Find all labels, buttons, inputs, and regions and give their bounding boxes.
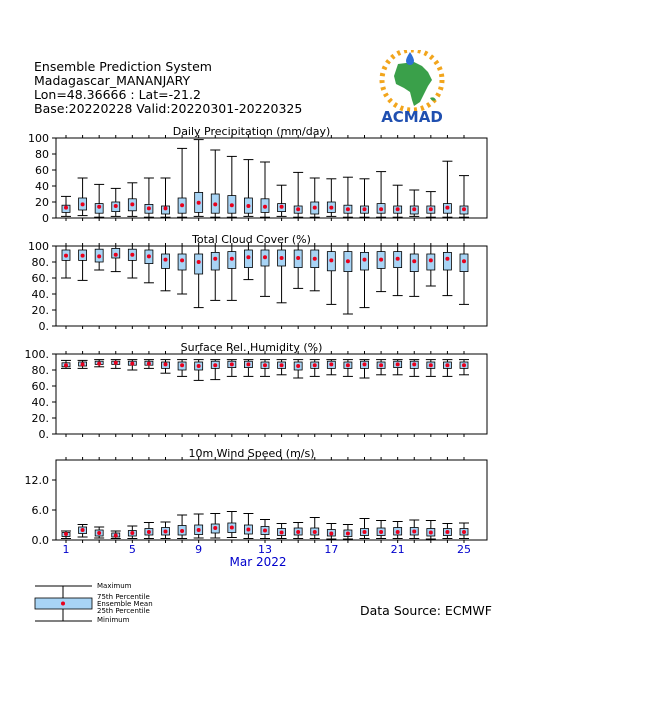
wind-speed-mean-point [213,526,217,530]
cloud-cover-mean-point [396,257,400,261]
legend-maximum-label: Maximum [97,582,132,590]
precipitation-mean-point [263,205,267,209]
precipitation-mean-point [412,207,416,211]
precipitation-plot-frame [56,138,487,218]
wind-speed-mean-point [114,534,118,538]
wind-speed-mean-point [280,531,284,535]
cloud-cover-y-tick-label: 40. [31,288,49,301]
precipitation-mean-point [445,206,449,210]
precipitation-y-tick-label: 60 [35,164,49,177]
wind-speed-mean-point [64,532,68,536]
cloud-cover-mean-point [114,253,118,257]
humidity-mean-point [164,362,168,366]
cloud-cover-mean-point [429,258,433,262]
precipitation-mean-point [130,202,134,206]
cloud-cover-mean-point [296,256,300,260]
precipitation-y-tick-label: 40 [35,180,49,193]
humidity-y-tick-label: 0. [38,428,49,441]
wind-speed-panel-title: 10m Wind Speed (m/s) [188,447,315,460]
location-label: Madagascar_MANANJARY [34,73,191,88]
cloud-cover-mean-point [147,254,151,258]
precipitation-y-tick-label: 80 [35,148,49,161]
precipitation-mean-point [97,205,101,209]
wind-speed-mean-point [313,530,317,534]
cloud-cover-mean-point [197,260,201,264]
cloud-cover-y-tick-label: 80. [31,256,49,269]
humidity-y-tick-label: 40. [31,396,49,409]
wind-speed-mean-point [97,531,101,535]
cloud-cover-iqr-box [211,252,219,270]
humidity-mean-point [280,363,284,367]
x-tick-label: 1 [62,543,70,556]
cloud-cover-mean-point [445,257,449,261]
wind-speed-y-tick-label: 0.0 [31,534,49,547]
wind-speed-mean-point [396,530,400,534]
wind-speed-mean-point [147,530,151,534]
precipitation-mean-point [429,207,433,211]
cloud-cover-mean-point [412,259,416,263]
precipitation-mean-point [81,202,85,206]
cloud-cover-y-tick-label: 20. [31,304,49,317]
x-axis-label: Mar 2022 [229,555,287,569]
humidity-mean-point [296,364,300,368]
wind-speed-mean-point [130,531,134,535]
cloud-cover-mean-point [230,257,234,261]
humidity-mean-point [329,362,333,366]
humidity-mean-point [346,363,350,367]
precipitation-mean-point [396,207,400,211]
humidity-mean-point [180,363,184,367]
precipitation-y-tick-label: 100 [28,132,49,145]
humidity-mean-point [64,363,68,367]
cloud-cover-mean-point [213,257,217,261]
humidity-mean-point [363,362,367,366]
cloud-cover-mean-point [329,258,333,262]
cloud-cover-y-tick-label: 0. [38,320,49,333]
humidity-y-tick-label: 60. [31,380,49,393]
precipitation-mean-point [230,203,234,207]
wind-speed-mean-point [363,530,367,534]
precipitation-mean-point [280,205,284,209]
precipitation-mean-point [197,201,201,205]
legend-p25-label: 25th Percentile [97,607,150,615]
dates-label: Base:20220228 Valid:20220301-20220325 [34,101,303,116]
cloud-cover-y-tick-label: 60. [31,272,49,285]
precipitation-panel-title: Daily Precipitation (mm/day) [172,125,331,138]
x-tick-label: 25 [457,543,471,556]
humidity-mean-point [263,363,267,367]
cloud-cover-mean-point [313,257,317,261]
precipitation-mean-point [329,206,333,210]
cloud-cover-mean-point [462,259,466,263]
x-tick-label: 9 [195,543,203,556]
cloud-cover-mean-point [130,253,134,257]
legend-mean-point [61,602,65,606]
humidity-mean-point [97,362,101,366]
wind-speed-mean-point [429,531,433,535]
cloud-cover-mean-point [263,255,267,259]
precipitation-mean-point [346,207,350,211]
wind-speed-y-tick-label: 6.0 [31,504,49,517]
wind-speed-mean-point [197,528,201,532]
humidity-plot-frame [56,354,487,434]
wind-speed-mean-point [230,526,234,530]
humidity-mean-point [412,362,416,366]
wind-speed-y-tick-label: 12.0 [24,474,49,487]
precipitation-mean-point [180,203,184,207]
precipitation-mean-point [147,206,151,210]
cloud-cover-mean-point [81,254,85,258]
humidity-mean-point [462,363,466,367]
cloud-cover-mean-point [97,254,101,258]
cloud-cover-mean-point [164,258,168,262]
humidity-mean-point [81,362,85,366]
cloud-cover-panel-title: Total Cloud Cover (%) [192,233,311,246]
humidity-y-tick-label: 80. [31,364,49,377]
precipitation-mean-point [379,207,383,211]
precipitation-mean-point [246,204,250,208]
humidity-mean-point [379,363,383,367]
wind-speed-mean-point [164,530,168,534]
x-tick-label: 17 [324,543,339,556]
legend-minimum-label: Minimum [97,616,130,624]
humidity-panel-title: Surface Rel. Humidity (%) [180,341,323,354]
wind-speed-mean-point [296,530,300,534]
legend-mean-label: Ensemble Mean [97,600,153,608]
wind-speed-mean-point [445,530,449,534]
x-tick-label: 5 [128,543,136,556]
humidity-mean-point [130,362,134,366]
cloud-cover-mean-point [363,258,367,262]
cloud-cover-iqr-box [443,252,451,270]
wind-speed-plot-frame [56,460,487,540]
precipitation-mean-point [313,206,317,210]
humidity-y-tick-label: 20. [31,412,49,425]
coordinates-label: Lon=48.36666 : Lat=-21.2 [34,87,201,102]
wind-speed-mean-point [180,529,184,533]
precipitation-y-tick-label: 20 [35,196,49,209]
precipitation-mean-point [296,207,300,211]
cloud-cover-y-tick-label: 100 [28,240,49,253]
humidity-mean-point [396,362,400,366]
humidity-mean-point [246,362,250,366]
wind-speed-mean-point [329,532,333,536]
wind-speed-mean-point [346,532,350,536]
x-tick-label: 21 [390,543,405,556]
precipitation-mean-point [114,204,118,208]
wind-speed-mean-point [263,529,267,533]
cloud-cover-mean-point [246,255,250,259]
wind-speed-mean-point [81,528,85,532]
cloud-cover-mean-point [379,258,383,262]
precipitation-mean-point [462,207,466,211]
cloud-cover-mean-point [280,256,284,260]
humidity-mean-point [197,364,201,368]
humidity-mean-point [429,363,433,367]
humidity-mean-point [213,363,217,367]
logo-text: ACMAD [381,108,443,126]
humidity-mean-point [445,363,449,367]
wind-speed-mean-point [412,530,416,534]
precipitation-mean-point [213,202,217,206]
humidity-y-tick-label: 100. [24,348,49,361]
precipitation-mean-point [164,206,168,210]
humidity-mean-point [114,361,118,365]
legend-p75-label: 75th Percentile [97,593,150,601]
precipitation-mean-point [363,207,367,211]
cloud-cover-plot-frame [56,246,487,326]
humidity-mean-point [147,362,151,366]
cloud-cover-mean-point [180,258,184,262]
humidity-mean-point [230,362,234,366]
precipitation-mean-point [64,206,68,210]
chart-title: Ensemble Prediction System [34,59,212,74]
data-source-label: Data Source: ECMWF [360,603,492,618]
precipitation-y-tick-label: 0 [42,212,49,225]
humidity-mean-point [313,363,317,367]
wind-speed-mean-point [462,530,466,534]
wind-speed-mean-point [246,528,250,532]
wind-speed-mean-point [379,530,383,534]
x-tick-label: 13 [258,543,272,556]
cloud-cover-mean-point [346,259,350,263]
cloud-cover-mean-point [64,254,68,258]
